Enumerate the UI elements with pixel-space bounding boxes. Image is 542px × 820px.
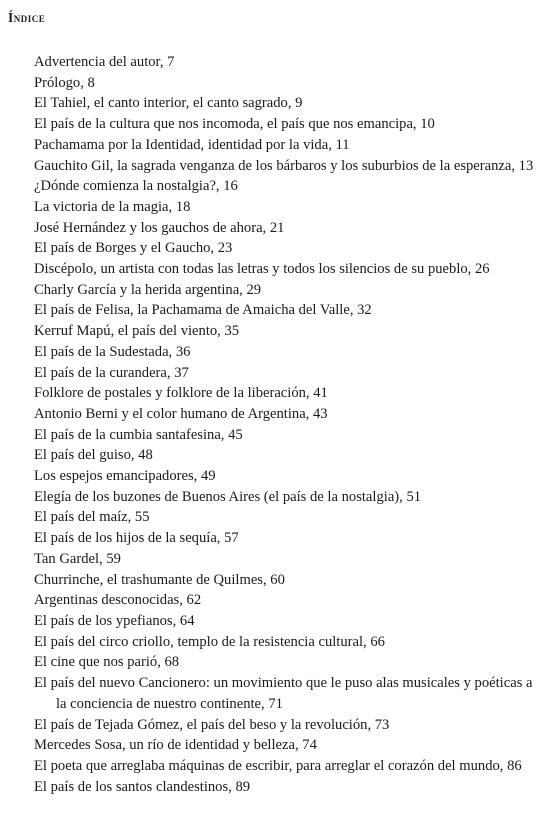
toc-entry: La victoria de la magia, 18 [34, 198, 191, 215]
toc-entry: El país de la cultura que nos incomoda, el país que nos emancipa, 10 [34, 116, 435, 133]
toc-entry: Kerruf Mapú, el país del viento, 35 [34, 323, 240, 340]
toc-entry: El país del maíz, 55 [34, 509, 150, 526]
toc-entry: El país de la cumbia santafesina, 45 [34, 426, 243, 443]
toc-entry: El país de Felisa, la Pachamama de Amaicha del Valle, 32 [34, 302, 372, 319]
toc-entry: Elegía de los buzones de Buenos Aires (el país de la nostalgia), 51 [34, 488, 422, 505]
toc-entry: Charly García y la herida argentina, 29 [34, 281, 262, 298]
toc-entry: El país de los ypefianos, 64 [34, 612, 195, 629]
toc-entry: El país del nuevo Cancionero: un movimiento que le puso alas musicales y poéticas a la conciencia de nuestro continente, 71 [34, 675, 533, 712]
toc-entry: Folklore de postales y folklore de la liberación, 41 [34, 385, 328, 402]
toc-entry: Los espejos emancipadores, 49 [34, 468, 216, 485]
toc-entry: El país de los santos clandestinos, 89 [34, 778, 251, 795]
toc-entry: El país de Borges y el Gaucho, 23 [34, 240, 233, 257]
toc-entry: Argentinas desconocidas, 62 [34, 592, 202, 609]
toc-entry: El poeta que arreglaba máquinas de escribir, para arreglar el corazón del mundo, 86 [34, 757, 522, 774]
toc-entry: El país de la curandera, 37 [34, 364, 189, 381]
toc-entry: El país del circo criollo, templo de la resistencia cultural, 66 [34, 633, 385, 650]
toc-entry: El país de los hijos de la sequía, 57 [34, 530, 239, 547]
toc-entry: Churrinche, el trashumante de Quilmes, 60 [34, 571, 285, 588]
table-of-contents [34, 52, 534, 797]
toc-entry: Pachamama por la Identidad, identidad por la vida, 11 [34, 136, 350, 153]
toc-entry: Advertencia del autor, 7 [34, 54, 175, 70]
toc-entry: El cine que nos parió, 68 [34, 654, 180, 671]
toc-entry: José Hernández y los gauchos de ahora, 21 [34, 219, 285, 236]
toc-entry: El país del guiso, 48 [34, 447, 153, 464]
toc-entry: Discépolo, un artista con todas las letras y todos los silencios de su pueblo, 26 [34, 261, 490, 278]
toc-entry: El país de Tejada Gómez, el país del beso y la revolución, 73 [34, 716, 390, 733]
toc-entry: Prólogo, 8 [34, 74, 95, 91]
toc-entry: El país de la Sudestada, 36 [34, 343, 191, 360]
index-heading: Índice [8, 10, 46, 25]
toc-entry: ¿Dónde comienza la nostalgia?, 16 [34, 178, 238, 195]
toc-entry: Tan Gardel, 59 [34, 550, 121, 567]
toc-entry: Gauchito Gil, la sagrada venganza de los bárbaros y los suburbios de la esperanza, 13 [34, 157, 534, 174]
toc-entry: Antonio Berni y el color humano de Argentina, 43 [34, 405, 328, 422]
toc-entry: Mercedes Sosa, un río de identidad y belleza, 74 [34, 737, 317, 754]
toc-entry: El Tahiel, el canto interior, el canto sagrado, 9 [34, 95, 303, 112]
